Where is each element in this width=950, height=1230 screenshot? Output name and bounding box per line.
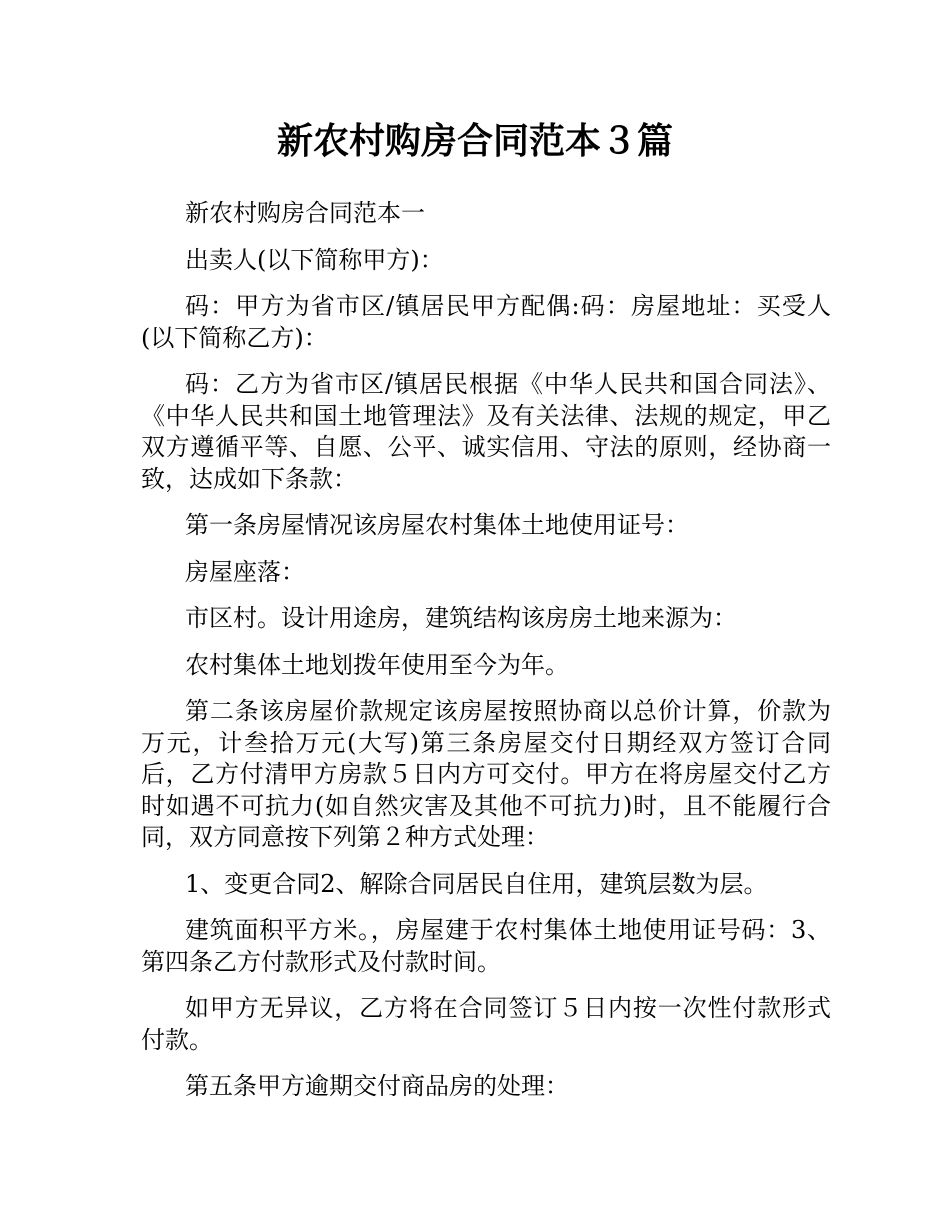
paragraph: 房屋座落： <box>185 557 305 586</box>
document-body <box>141 198 831 1118</box>
paragraph: 新农村购房合同范本一 <box>185 199 425 227</box>
paragraph: 第二条该房屋价款规定该房屋按照协商以总价计算，价款为万元，计叁拾万元(大写)第三条房屋交付日期经双方签订合同后，乙方付清甲方房款５日内方可交付。甲方在将房屋交付乙方时如遇不可抗力(如自然灾害及其他不可抗力)时，且不能履行合同，双方同意按下列第２种方式处理： <box>141 697 831 851</box>
paragraph: 市区村。设计用途房，建筑结构该房房土地来源为： <box>185 604 737 632</box>
paragraph: 农村集体土地划拨年使用至今为年。 <box>185 650 569 679</box>
paragraph: 1、变更合同2、解除合同居民自住用，建筑层数为层。 <box>185 869 768 898</box>
paragraph: 如甲方无异议，乙方将在合同签订５日内按一次性付款形式付款。 <box>141 994 831 1054</box>
paragraph: 第五条甲方逾期交付商品房的处理： <box>185 1072 569 1100</box>
paragraph: 出卖人(以下简称甲方)： <box>185 245 444 274</box>
paragraph: 码：乙方为省市区/镇居民根据《中华人民共和国合同法》、《中华人民共和国土地管理法》及有关法律、法规的规定，甲乙双方遵循平等、自愿、公平、诚实信用、守法的原则，经协商一致，达成如下条款： <box>141 370 831 493</box>
paragraph: 第一条房屋情况该房屋农村集体土地使用证号： <box>185 511 689 539</box>
document-title: 新农村购房合同范本３篇 <box>276 121 673 162</box>
paragraph: 码：甲方为省市区/镇居民甲方配偶:码：房屋地址：买受人(以下简称乙方)： <box>141 292 831 352</box>
paragraph: 建筑面积平方米。，房屋建于农村集体土地使用证号码：3、第四条乙方付款形式及付款时间。 <box>141 916 831 976</box>
